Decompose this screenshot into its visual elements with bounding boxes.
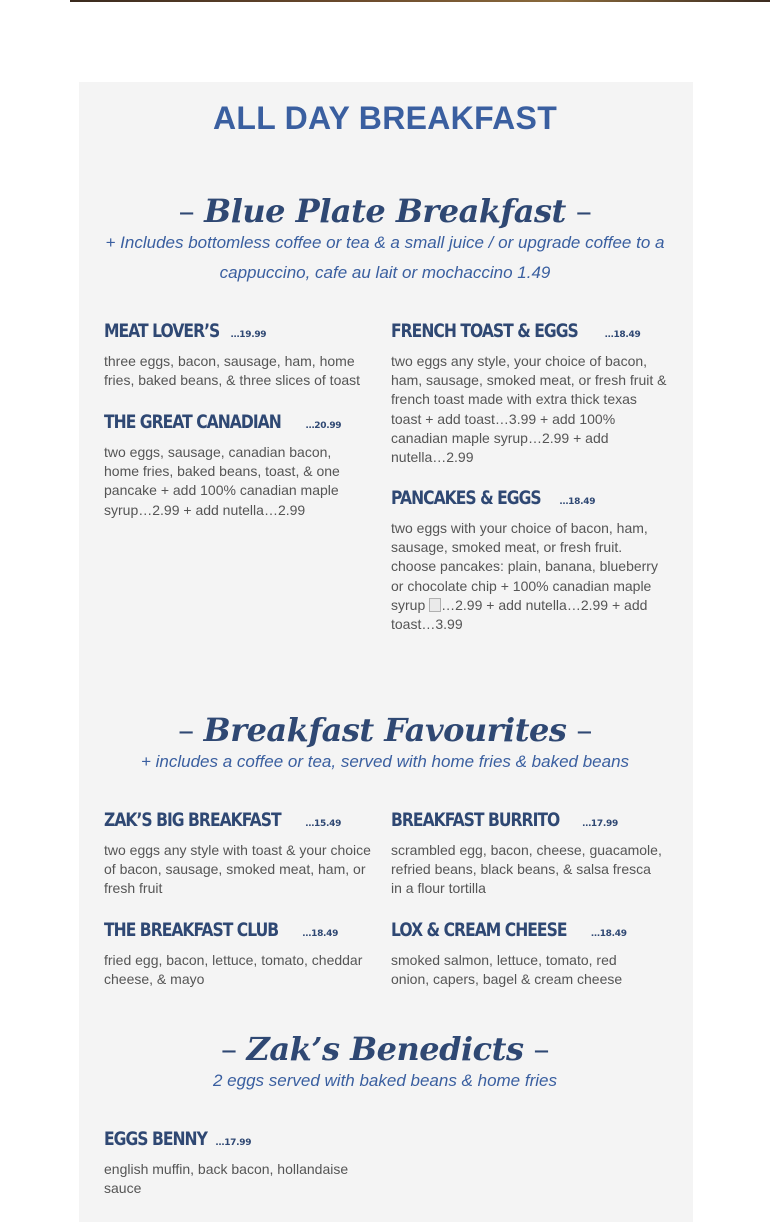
item-price: …17.99 (215, 1138, 252, 1148)
heading-text: Blue Plate Breakfast (204, 192, 566, 230)
hero-image-strip (70, 0, 770, 2)
item-name: EGGS BENNY (104, 1128, 207, 1150)
menu-item-pancakes (391, 485, 663, 634)
item-name: MEAT LOVER’S (104, 320, 220, 342)
section-heading-benedicts (0, 1028, 770, 1070)
item-description: three eggs, bacon, sausage, ham, home fries, baked beans, & three slices of toast (104, 353, 361, 389)
item-description-part: two eggs with your choice of bacon, ham, sausage, smoked meat, or fresh fruit. choose pancakes: plain, banana, blueberry or chocolate chip + 100% canadian maple syrup (391, 520, 658, 613)
menu-item-breakfast-burrito (391, 807, 663, 899)
item-description: scrambled egg, bacon, cheese, guacamole, refried beans, black beans, & salsa fresca in a flour tortilla (391, 842, 662, 897)
menu-item-great-canadian (104, 409, 366, 520)
item-name: FRENCH TOAST & EGGS (391, 320, 578, 342)
item-price: …15.49 (305, 819, 342, 829)
menu-item-french-toast (391, 318, 667, 467)
item-description: two eggs, sausage, canadian bacon, home fries, baked beans, toast, & one pancake + add 100% canadian maple syrup…2.99 + add nutella…2.99 (104, 444, 340, 518)
menu-item-eggs-benny (104, 1126, 366, 1198)
heading-dash-right: – (576, 711, 592, 749)
item-name: THE BREAKFAST CLUB (104, 919, 279, 941)
item-description: two eggs any style with toast & your choice of bacon, sausage, smoked meat, ham, or fresh fruit (104, 842, 371, 897)
item-price: …20.99 (305, 421, 342, 431)
menu-item-lox-cream-cheese (391, 917, 653, 989)
section-note-favourites: + includes a coffee or tea, served with home fries & baked beans (140, 752, 630, 771)
item-name: LOX & CREAM CHEESE (391, 919, 567, 941)
item-name: BREAKFAST BURRITO (391, 809, 560, 831)
item-name: PANCAKES & EGGS (391, 487, 541, 509)
menu-title: ALL DAY BREAKFAST (212, 100, 558, 136)
item-name: ZAK’S BIG BREAKFAST (104, 809, 281, 831)
heading-dash-left: – (178, 192, 195, 230)
menu-item-zaks-big-breakfast (104, 807, 372, 899)
item-price: …18.49 (302, 929, 339, 939)
item-name: THE GREAT CANADIAN (104, 411, 281, 433)
section-heading-favourites (0, 709, 770, 751)
item-price: …19.99 (230, 330, 267, 340)
heading-text: Breakfast Favourites (203, 711, 567, 749)
section-heading-blue-plate (0, 190, 770, 232)
item-description: two eggs any style, your choice of bacon, ham, sausage, smoked meat, or fresh fruit & french toast made with extra thick texas toast + add toast…3.99 + add 100% canadian maple syrup…2.99 + add nutella…2.99 (391, 353, 667, 466)
heading-text: Zak’s Benedicts (246, 1030, 524, 1068)
menu-item-breakfast-club (104, 917, 376, 989)
section-note-benedicts: 2 eggs served with baked beans & home fries (213, 1071, 557, 1090)
item-price: …18.49 (559, 497, 596, 507)
menu-item-meat-lovers (104, 318, 372, 390)
item-description (391, 519, 663, 634)
item-price: …17.99 (582, 819, 618, 829)
item-price: …18.49 (591, 929, 627, 939)
item-price: …18.49 (604, 330, 641, 340)
item-description-part: …2.99 + add nutella…2.99 + add toast…3.99 (391, 596, 648, 633)
heading-dash-left: – (221, 1030, 237, 1068)
item-description: english muffin, back bacon, hollandaise sauce (104, 1161, 349, 1197)
heading-dash-right: – (533, 1030, 549, 1068)
heading-dash-left: – (178, 711, 194, 749)
item-description: fried egg, bacon, lettuce, tomato, cheddar cheese, & mayo (104, 952, 363, 988)
heading-dash-right: – (575, 192, 592, 230)
broken-image-icon (429, 598, 441, 612)
item-description: smoked salmon, lettuce, tomato, red onion, capers, bagel & cream cheese (391, 952, 623, 988)
section-note-blue-plate: + Includes bottomless coffee or tea & a small juice / or upgrade coffee to a cappuccino, cafe au lait or mochaccino 1.49 (105, 233, 665, 282)
